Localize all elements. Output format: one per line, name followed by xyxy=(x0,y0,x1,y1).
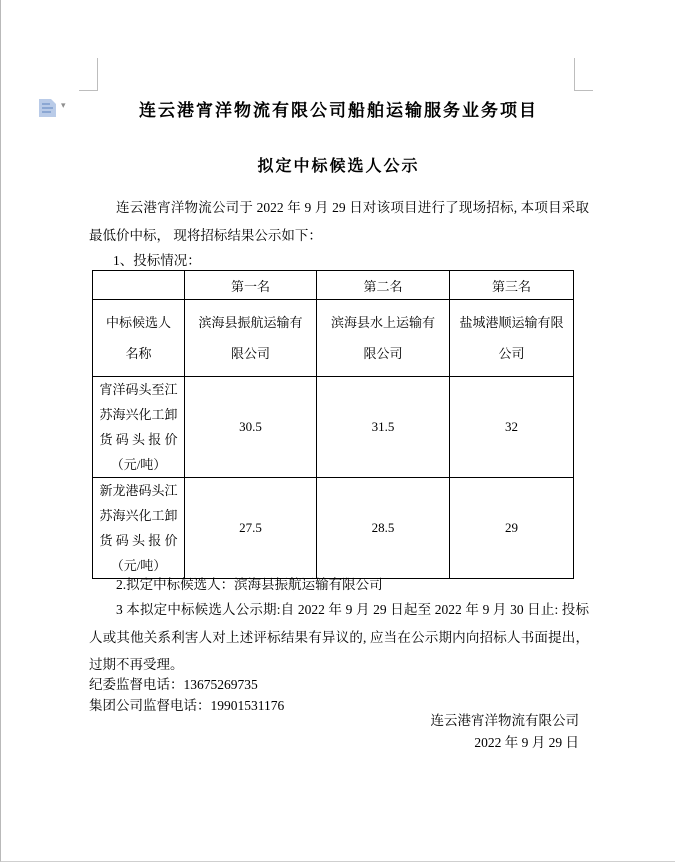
text-boundary-corner-top-left xyxy=(79,58,98,91)
candidate-name-rank1: 滨海县振航运输有 限公司 xyxy=(185,300,317,377)
section1-heading: 1、投标情况： xyxy=(113,253,201,268)
row-label-candidate-names: 中标候选人 名称 xyxy=(93,300,185,377)
section2-winner: 2.拟定中标候选人：滨海县振航运输有限公司 xyxy=(116,577,383,592)
price-xiaoyang-rank3: 32 xyxy=(450,377,574,478)
price-xinlonggang-rank2: 28.5 xyxy=(317,478,450,579)
candidate-name-rank3: 盐城港顺运输有限 公司 xyxy=(450,300,574,377)
table-row-candidate-names xyxy=(93,300,574,377)
row-label-price-xinlonggang: 新龙港码头江 苏海兴化工卸 货 码 头 报 价 （元/吨） xyxy=(93,478,185,579)
signoff-block xyxy=(89,710,579,754)
document-subtitle: 拟定中标候选人公示 xyxy=(257,158,420,175)
candidate-name-rank2: 滨海县水上运输有 限公司 xyxy=(317,300,450,377)
text-boundary-corner-top-right xyxy=(574,58,593,91)
chevron-down-icon[interactable]: ▾ xyxy=(61,101,66,111)
intro-paragraph: 连云港宵洋物流公司于 2022 年 9 月 29 日对该项目进行了现场招标, 本项目采取最低价中标， 现将招标结果公示如下： xyxy=(89,200,589,243)
signoff-date: 2022 年 9 月 29 日 xyxy=(474,735,579,750)
table-header-rank2: 第二名 xyxy=(317,271,450,300)
price-xiaoyang-rank2: 31.5 xyxy=(317,377,450,478)
discipline-phone-line: 纪委监督电话：13675269735 xyxy=(89,677,258,692)
table-row-price-xinlonggang xyxy=(93,478,574,579)
document-title: 连云港宵洋物流有限公司船舶运输服务业务项目 xyxy=(139,101,538,120)
signoff-company: 连云港宵洋物流有限公司 xyxy=(430,713,579,728)
table-header-row xyxy=(93,271,574,300)
bid-results-table xyxy=(92,270,574,579)
row-label-price-xiaoyang: 宵洋码头至江 苏海兴化工卸 货 码 头 报 价 （元/吨） xyxy=(93,377,185,478)
table-row-price-xiaoyang xyxy=(93,377,574,478)
table-header-rank3: 第三名 xyxy=(450,271,574,300)
group-phone-line: 集团公司监督电话：19901531176 xyxy=(89,698,285,713)
table-header-empty xyxy=(93,271,185,300)
price-xinlonggang-rank1: 27.5 xyxy=(185,478,317,579)
table-header-rank1: 第一名 xyxy=(185,271,317,300)
section3-publicity-period: 3 本拟定中标候选人公示期:自 2022 年 9 月 29 日起至 2022 年 9 月 30 日止: 投标人或其他关系利害人对上述评标结果有异议的, 应当在公示期内向招标人书面提出，过期不再受理。 xyxy=(89,602,589,672)
price-xiaoyang-rank1: 30.5 xyxy=(185,377,317,478)
price-xinlonggang-rank3: 29 xyxy=(450,478,574,579)
